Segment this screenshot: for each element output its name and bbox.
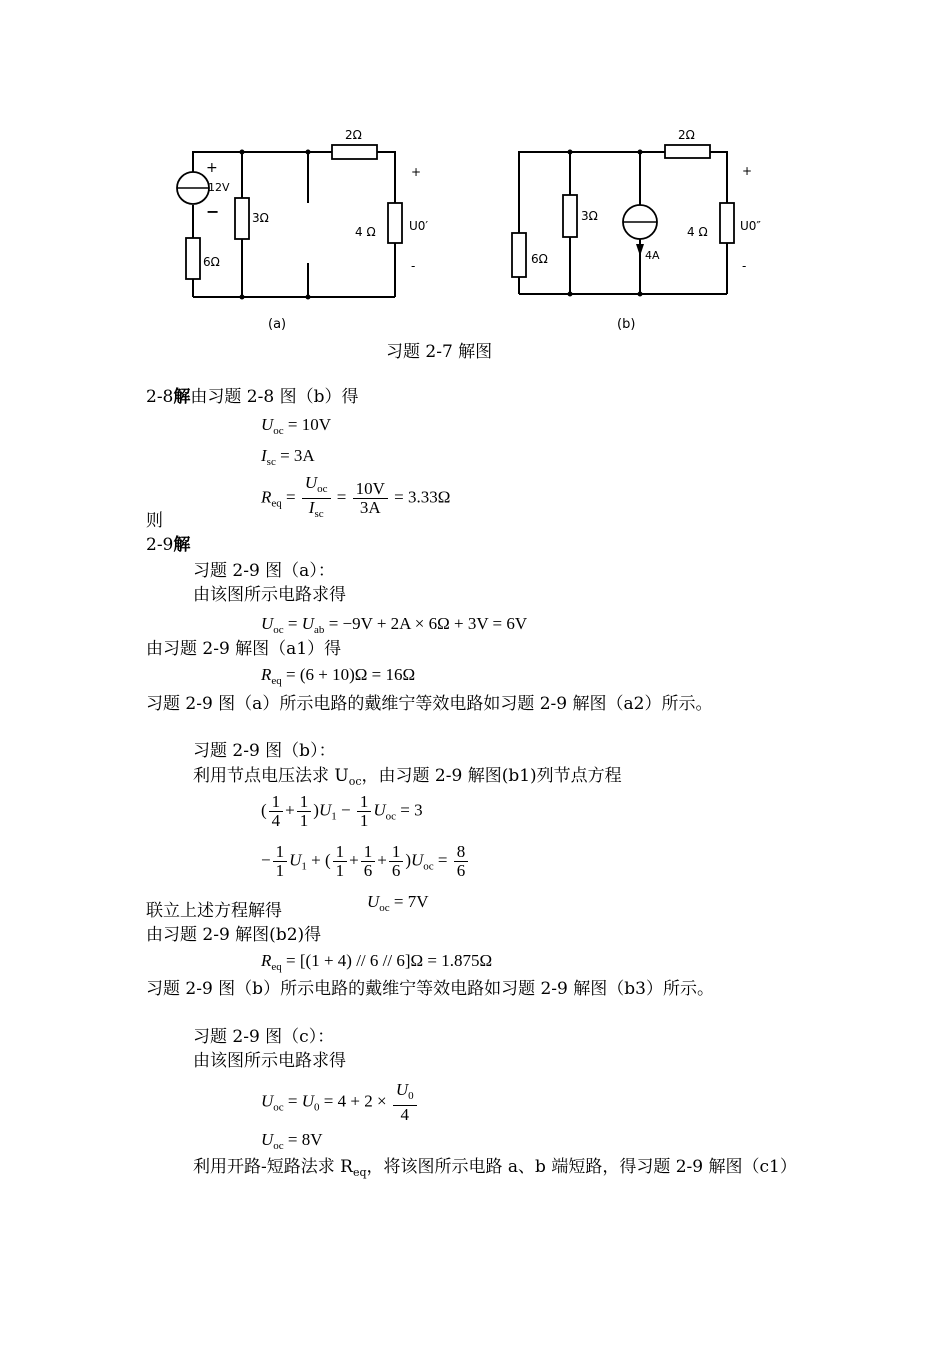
- fig-b-label: (b): [617, 317, 636, 332]
- eq-b-uoc: $U_{oc} = 7V$: [367, 892, 429, 914]
- sub-c-line1: 由该图所示电路求得: [193, 1051, 346, 1071]
- sub-a-line3: 习题 2-9 图（a）所示电路的戴维宁等效电路如习题 2-9 解图（a2）所示。: [146, 694, 713, 714]
- section-2-8-heading: 2-8解由习题 2-8 图（b）得: [146, 387, 359, 407]
- sub-c-line2: 利用开路-短路法求 $R_{eq}$，将该图所示电路 a、b 端短路，得习题 2-9 解图（c1）: [193, 1157, 797, 1179]
- fig-a-out-minus: -: [411, 259, 416, 273]
- eq-isc-2-8: $I_{sc} = 3A$: [261, 446, 315, 468]
- fig-a-out-label: U0′: [409, 219, 429, 233]
- fig-b-out-label: U0″: [740, 219, 761, 233]
- sub-b-line4: 习题 2-9 图（b）所示电路的戴维宁等效电路如习题 2-9 解图（b3）所示。: [146, 979, 714, 999]
- fig-a-out-plus: +: [411, 165, 422, 179]
- sub-b-line3: 由习题 2-9 解图(b2)得: [146, 925, 322, 945]
- sub-b-line2: 联立上述方程解得: [146, 901, 282, 921]
- fig-a-source-voltage: 12V: [208, 181, 230, 194]
- eq-a-req: $R_{eq} = (6 + 10)\Omega = 16\Omega$: [261, 665, 416, 687]
- eq-b-req: $R_{eq} = [(1 + 4) // 6 // 6]\Omega = 1.875\Omega$: [261, 951, 493, 973]
- eq-c-uoc1: $U_{oc} = U_0 = 4 + 2$ × $\frac{U_0}{4}$: [261, 1081, 419, 1124]
- fig-a-r-mid: 3Ω: [252, 211, 269, 225]
- fig-a-r-top: 2Ω: [345, 128, 362, 142]
- circuit-figures: [0, 0, 952, 370]
- figure-caption: 习题 2-7 解图: [386, 342, 493, 362]
- fig-b-out-plus: +: [742, 164, 753, 178]
- fig-a-r-left: 6Ω: [203, 255, 220, 269]
- fig-a-label: (a): [268, 317, 287, 332]
- fig-a-source-minus: −: [206, 202, 220, 221]
- eq-uoc-2-8: $U_{oc} = 10V$: [261, 415, 332, 437]
- sub-c-title: 习题 2-9 图（c）：: [193, 1027, 335, 1047]
- fig-b-out-minus: -: [742, 259, 747, 273]
- fig-b-r-mid: 3Ω: [581, 209, 598, 223]
- fig-a-source-plus: +: [206, 160, 218, 176]
- fig-b-r-top: 2Ω: [678, 128, 695, 142]
- sub-b-title: 习题 2-9 图（b）：: [193, 741, 336, 761]
- eq-a-uoc: $U_{oc} = U_{ab} = -9V + 2A \times 6\Omega + 3V = 6V$: [261, 614, 528, 636]
- fig-b-r-load: 4 Ω: [687, 225, 708, 239]
- sub-b-line1: 利用节点电压法求 $U_{oc}$，由习题 2-9 解图(b1)列节点方程: [193, 766, 622, 788]
- fig-b-r-left: 6Ω: [531, 252, 548, 266]
- fig-a-r-load: 4 Ω: [355, 225, 376, 239]
- eq-req-2-8: $R_{eq}$ = $\frac{U_{oc}}{I_{sc}}$ = $\frac{10V}{3A}$ = 3.33Ω: [261, 473, 451, 520]
- fig-b-current: 4A: [645, 249, 660, 262]
- sub-a-title: 习题 2-9 图（a）：: [193, 561, 335, 581]
- text-ze: 则: [146, 511, 163, 531]
- sub-a-line2: 由习题 2-9 解图（a1）得: [146, 639, 342, 659]
- current-arrow-icon: [636, 244, 644, 256]
- eq-c-uoc2: $U_{oc} = 8V$: [261, 1130, 323, 1152]
- eq-b-node1: ( $\frac{1}{4}$ + $\frac{1}{1}$ )$U_1$ − $\frac{1}{1}$ $U_{oc} = 3$: [261, 792, 423, 830]
- eq-b-node2: − $\frac{1}{1}$ $U_1$ + ( $\frac{1}{1}$ + $\frac{1}{6}$ + $\frac{1}{6}$ )$U_{oc}$ = $\frac{8}{6}$: [261, 843, 470, 880]
- sub-a-line1: 由该图所示电路求得: [193, 585, 346, 605]
- section-2-9-heading: 2-9解: [146, 535, 191, 555]
